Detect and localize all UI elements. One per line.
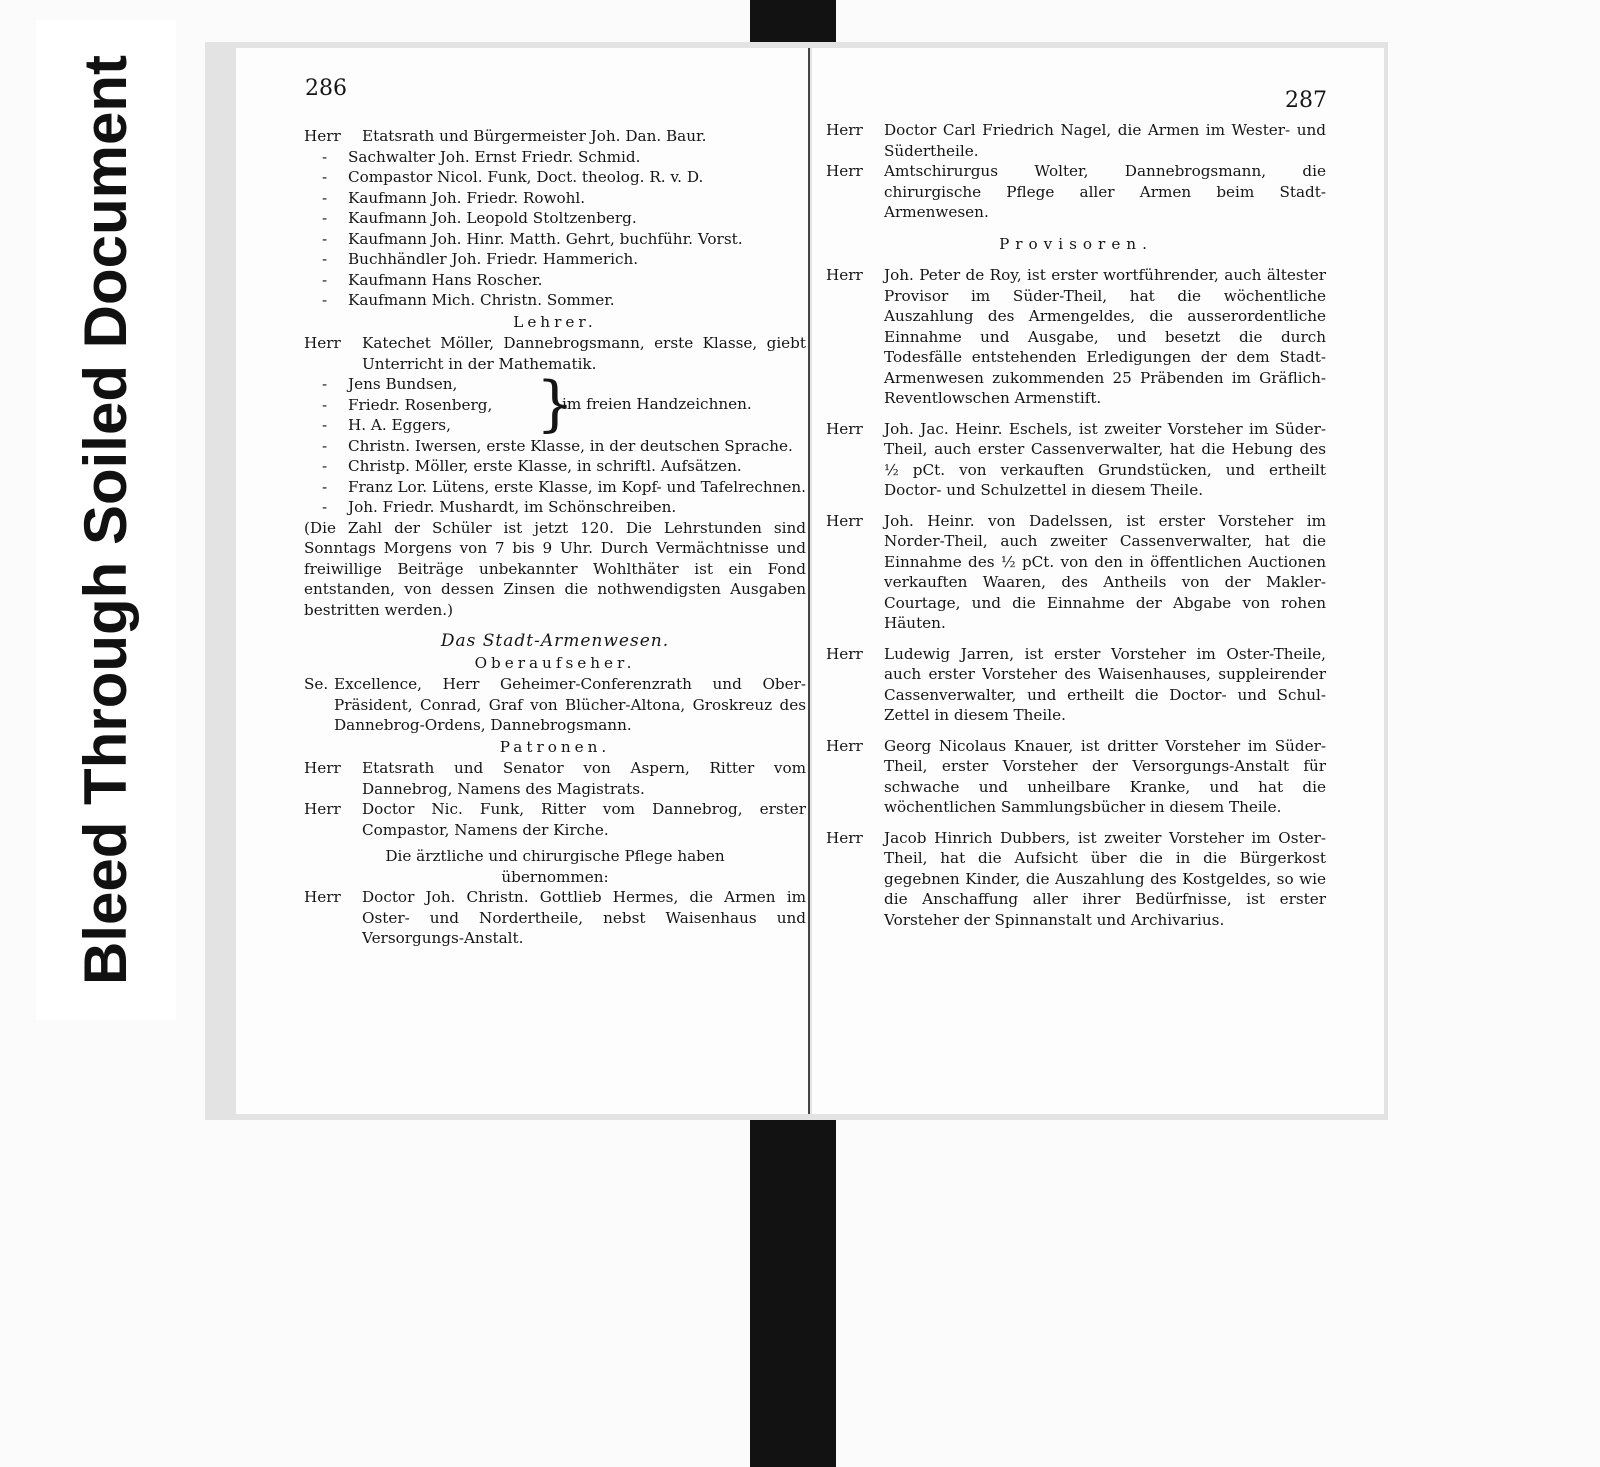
list-item: - Buchhändler Joh. Friedr. Hammerich. bbox=[322, 250, 639, 268]
list-item: - Kaufmann Joh. Leopold Stoltzenberg. bbox=[322, 209, 637, 227]
list-item: - Friedr. Rosenberg, bbox=[322, 395, 493, 414]
list-item: Se. Excellence, Herr Geheimer-Conferenzrath und Ober-Präsident, Conrad, Graf von Blücher-Altona, Groskreuz des Dannebrog-Ordens, Dannebrogsmann. bbox=[304, 675, 806, 734]
list-item: - Christn. Iwersen, erste Klasse, in der deutschen Sprache. bbox=[322, 436, 793, 455]
note-paragraph: (Die Zahl der Schüler ist jetzt 120. Die Lehrstunden sind Sonntags Morgens von 7 bis 9 Uhr. Durch Vermächtnisse und freiwillige Beiträge unbekannter Wohlthäter ist ein Fond entstanden, von dessen Zinsen die nothwendigsten Ausgaben bestritten werden.) bbox=[304, 518, 806, 619]
list-item: Herr Amtschirurgus Wolter, Dannebrogsmann, die chirurgische Pflege aller Armen beim Stadt-Armenwesen. bbox=[826, 162, 1326, 221]
page-number-left: 286 bbox=[305, 76, 347, 101]
list-item: Herr Joh. Heinr. von Dadelssen, ist erster Vorsteher im Norder-Theil, auch zweiter Cassenverwalter, hat die Einnahme des ½ pCt. von den in öffentlichen Auctionen verkauften Waaren, des Antheils von der Makler-Courtage, und die Einnahme der Abgabe von rohen Häuten. bbox=[826, 511, 1326, 632]
list-item: - Christp. Möller, erste Klasse, in schriftl. Aufsätzen. bbox=[322, 457, 742, 475]
page-number-right: 287 bbox=[1285, 88, 1327, 113]
list-item: - Sachwalter Joh. Ernst Friedr. Schmid. bbox=[322, 147, 641, 166]
heading-patronen: Patronen. bbox=[499, 737, 611, 756]
heading-lehrer: Lehrer. bbox=[513, 312, 597, 331]
list-item: Herr Doctor Carl Friedrich Nagel, die Armen im Wester- und Südertheile. bbox=[826, 121, 1326, 160]
list-item: Herr Joh. Jac. Heinr. Eschels, ist zweiter Vorsteher im Süder-Theil, auch erster Cassenverwalter, hat die Hebung des ½ pCt. von verkauften Grundstücken, und ertheilt Doctor- und Schulzettel in diesem Theile. bbox=[826, 419, 1326, 499]
list-item: Herr Jacob Hinrich Dubbers, ist zweiter Vorsteher im Oster-Theil, hat die Aufsicht über die in die Bürgerkost gegebnen Kinder, die Auszahlung des Kostgeldes, so wie die Anschaffung aller ihrer Bedürfnisse, ist erster Vorsteher der Spinnanstalt und Archivarius. bbox=[826, 828, 1326, 929]
list-item: - Kaufmann Joh. Hinr. Matth. Gehrt, buchführ. Vorst. bbox=[322, 229, 743, 248]
list-item: - Kaufmann Hans Roscher. bbox=[322, 270, 543, 289]
heading-armenwesen: Das Stadt-Armenwesen. bbox=[440, 631, 670, 651]
right-column bbox=[826, 120, 1326, 940]
brace-text: im freien Handzeichnen. bbox=[562, 395, 752, 413]
brace-glyph: } bbox=[536, 369, 575, 439]
brace-group bbox=[304, 369, 806, 439]
list-item: Herr Joh. Peter de Roy, ist erster wortführender, auch ältester Provisor im Süder-Theil, hat die wöchentliche Auszahlung des Armengeldes, die ausserordentliche Einnahme und Ausgabe, und besetzt die durch Todesfälle entstehenden Erledigungen der dem Stadt-Armenwesen zukommenden 25 Präbenden im Gräflich-Reventlowschen Armenstift. bbox=[826, 266, 1326, 407]
list-item: - Compastor Nicol. Funk, Doct. theolog. R. v. D. bbox=[322, 168, 704, 186]
list-item: Herr Doctor Joh. Christn. Gottlieb Hermes, die Armen im Oster- und Nordertheile, nebst Waisenhaus und Versorgungs-Anstalt. bbox=[304, 888, 806, 947]
list-item: Herr Etatsrath und Bürgermeister Joh. Dan. Baur. bbox=[304, 127, 707, 145]
heading-provisoren: Provisoren. bbox=[999, 234, 1153, 253]
list-item: - Kaufmann Mich. Christn. Sommer. bbox=[322, 291, 615, 309]
list-item: - Kaufmann Joh. Friedr. Rowohl. bbox=[322, 188, 586, 207]
list-item: - Jens Bundsen, bbox=[322, 375, 458, 393]
list-item: Herr Doctor Nic. Funk, Ritter vom Dannebrog, erster Compastor, Namens der Kirche. bbox=[304, 800, 806, 839]
list-item: Herr Georg Nicolaus Knauer, ist dritter Vorsteher im Süder-Theil, erster Vorsteher der Versorgungs-Anstalt für schwache und unheilbare Kranke, und hat die wöchentlichen Sammlungsbücher in diesem Theile. bbox=[826, 736, 1326, 816]
heading-oberaufseher: Oberaufseher. bbox=[474, 653, 636, 672]
list-item: Herr Etatsrath und Senator von Aspern, Ritter vom Dannebrog, Namens des Magistrats. bbox=[304, 759, 806, 798]
bottom-dark-strip bbox=[750, 1105, 836, 1467]
pflege-heading: Die ärztliche und chirurgische Pflege haben übernommen: bbox=[385, 847, 725, 886]
list-item: - Joh. Friedr. Mushardt, im Schönschreiben. bbox=[322, 498, 677, 516]
list-item: - Franz Lor. Lütens, erste Klasse, im Kopf- und Tafelrechnen. bbox=[322, 477, 807, 496]
left-column bbox=[304, 126, 806, 949]
side-label-text: Bleed Through Soiled Document bbox=[72, 54, 139, 986]
list-item: - H. A. Eggers, bbox=[322, 416, 451, 434]
side-label bbox=[36, 20, 176, 1020]
list-item: Herr Katechet Möller, Dannebrogsmann, erste Klasse, giebt Unterricht in der Mathematik. bbox=[304, 334, 806, 373]
list-item: Herr Ludewig Jarren, ist erster Vorsteher im Oster-Theile, auch erster Vorsteher des Waisenhauses, suppleirender Cassenverwalter, und ertheilt die Doctor- und Schul-Zettel in diesem Theile. bbox=[826, 644, 1326, 724]
